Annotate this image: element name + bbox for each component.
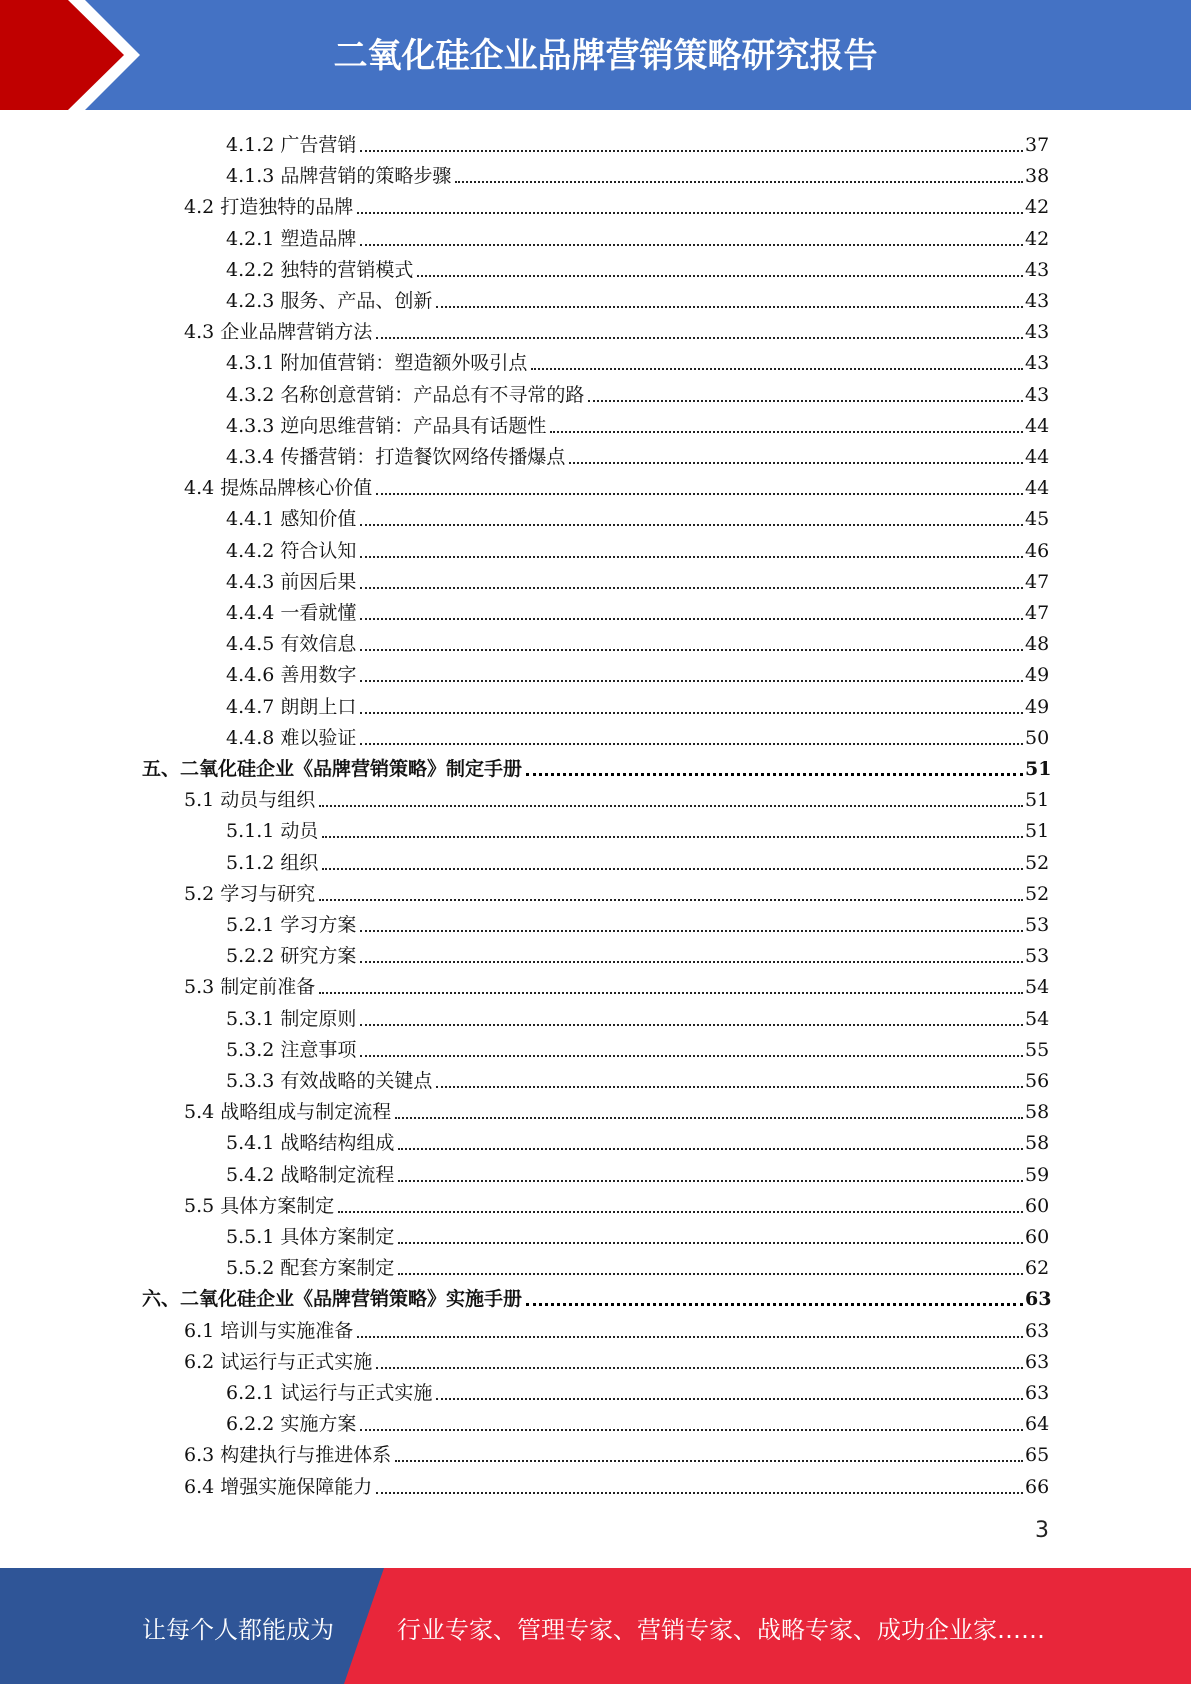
toc-entry-number: 5.1.2	[226, 851, 275, 874]
toc-entry-page: 47	[1025, 602, 1050, 624]
toc-entry-number: 4.1.2	[226, 134, 275, 156]
toc-entry-page: 54	[1025, 1007, 1050, 1030]
toc-entry[interactable]	[226, 252, 1050, 283]
toc-entry-page: 58	[1025, 1132, 1050, 1155]
toc-entry[interactable]	[226, 845, 1050, 876]
toc-entry-title: 制定原则	[280, 1007, 357, 1030]
toc-entry-page: 66	[1025, 1475, 1050, 1498]
toc-entry-page: 58	[1025, 1101, 1050, 1124]
toc-dot-leader	[376, 1367, 1023, 1369]
report-title: 二氧化硅企业品牌营销策略研究报告	[333, 36, 878, 76]
toc-dot-leader	[360, 1024, 1023, 1026]
toc-entry-page: 55	[1025, 1038, 1050, 1061]
toc-dot-leader	[319, 992, 1023, 994]
toc-entry-title: 广告营销	[280, 134, 357, 156]
toc-entry[interactable]	[226, 1219, 1050, 1250]
toc-entry[interactable]	[226, 1032, 1050, 1063]
toc-entry-page: 46	[1025, 539, 1050, 562]
toc-entry-title: 配套方案制定	[280, 1257, 395, 1280]
toc-entry-number: 4.4.4	[226, 602, 275, 624]
toc-entry-number: 4.4.5	[226, 633, 275, 656]
toc-entry-page: 63	[1025, 1382, 1050, 1404]
toc-entry-number: 4.4.7	[226, 695, 275, 718]
toc-entry-number: 5.3.1	[226, 1007, 275, 1030]
toc-dot-leader	[395, 1460, 1023, 1462]
toc-entry-title: 学习方案	[280, 914, 357, 936]
toc-entry[interactable]	[226, 345, 1050, 376]
toc-dot-leader	[360, 244, 1023, 246]
toc-entry[interactable]	[184, 1437, 1050, 1468]
toc-entry-page: 60	[1025, 1194, 1050, 1217]
toc-entry-number: 5.2	[184, 882, 215, 905]
toc-entry-page: 59	[1025, 1163, 1050, 1186]
toc-entry-number: 4.4.1	[226, 508, 275, 531]
toc-entry-page: 37	[1025, 134, 1050, 156]
toc-entry[interactable]	[226, 439, 1050, 470]
toc-entry-title: 符合认知	[280, 539, 357, 562]
toc-entry-page: 45	[1025, 508, 1050, 531]
toc-chapter-entry[interactable]	[142, 751, 1052, 782]
toc-entry-title: 学习与研究	[220, 882, 316, 905]
toc-entry-page: 51	[1025, 820, 1050, 843]
toc-entry-title: 独特的营销模式	[280, 258, 414, 281]
toc-entry-page: 44	[1025, 477, 1050, 500]
toc-entry-title: 战略制定流程	[280, 1163, 395, 1186]
toc-entry-number: 4.2	[184, 196, 215, 219]
toc-entry-number: 4.3.2	[226, 383, 275, 406]
toc-dot-leader	[360, 150, 1023, 152]
toc-dot-leader	[376, 493, 1023, 495]
toc-entry-title: 感知价值	[280, 508, 357, 531]
toc-entry[interactable]	[226, 283, 1050, 314]
toc-entry-number: 5.1.1	[226, 820, 275, 843]
toc-entry-title: 塑造品牌	[280, 227, 357, 250]
toc-dot-leader	[436, 1398, 1023, 1400]
toc-entry-title: 五、二氧化硅企业《品牌营销策略》制定手册	[142, 758, 523, 780]
toc-entry[interactable]	[226, 158, 1050, 189]
toc-dot-leader	[526, 773, 1023, 776]
toc-dot-leader	[360, 961, 1023, 963]
toc-chapter-entry[interactable]	[142, 1281, 1052, 1312]
toc-entry-number: 4.3.1	[226, 352, 275, 375]
toc-entry-number: 4.3.3	[226, 414, 275, 437]
toc-entry-title: 善用数字	[280, 664, 357, 687]
toc-entry[interactable]	[184, 1188, 1050, 1219]
toc-entry-title: 有效战略的关键点	[280, 1070, 433, 1092]
toc-entry-title: 企业品牌营销方法	[220, 321, 373, 344]
toc-entry-page: 63	[1025, 1319, 1050, 1342]
toc-dot-leader	[360, 1429, 1023, 1431]
toc-entry-title: 六、二氧化硅企业《品牌营销策略》实施手册	[142, 1288, 523, 1311]
toc-dot-leader	[531, 368, 1023, 370]
toc-entry-title: 附加值营销：塑造额外吸引点	[280, 352, 528, 375]
toc-entry[interactable]	[226, 127, 1050, 158]
toc-entry[interactable]	[226, 1375, 1050, 1406]
toc-dot-leader	[360, 524, 1023, 526]
toc-entry-title: 前因后果	[280, 570, 357, 593]
toc-entry-page: 52	[1025, 851, 1050, 874]
toc-dot-leader	[376, 1492, 1023, 1494]
toc-dot-leader	[360, 649, 1023, 651]
toc-entry-page: 43	[1025, 352, 1050, 375]
toc-dot-leader	[357, 212, 1023, 214]
toc-entry-number: 4.3	[184, 321, 215, 344]
toc-entry-title: 动员	[280, 820, 319, 843]
toc-dot-leader	[357, 1336, 1023, 1338]
page-header	[0, 0, 1191, 110]
toc-dot-leader	[322, 868, 1023, 870]
toc-entry-title: 逆向思维营销：产品具有话题性	[280, 414, 547, 437]
toc-entry-number: 4.2.1	[226, 227, 275, 250]
toc-entry[interactable]	[184, 1313, 1050, 1344]
toc-entry-title: 研究方案	[280, 945, 357, 968]
toc-entry[interactable]	[226, 595, 1050, 626]
toc-dot-leader	[319, 899, 1023, 901]
toc-entry-number: 4.4.3	[226, 570, 275, 593]
toc-entry-number: 4.4.8	[226, 726, 275, 749]
toc-entry-title: 培训与实施准备	[220, 1319, 354, 1342]
toc-entry[interactable]	[184, 314, 1050, 345]
toc-entry-number: 4.2.2	[226, 258, 275, 281]
toc-entry-page: 54	[1025, 976, 1050, 999]
toc-entry-number: 6.3	[184, 1444, 215, 1467]
toc-entry[interactable]	[226, 1001, 1050, 1032]
toc-dot-leader	[360, 743, 1023, 745]
toc-entry-number: 4.4	[184, 477, 215, 500]
toc-entry-number: 4.2.3	[226, 290, 275, 312]
footer-roles: 行业专家、管理专家、营销专家、战略专家、成功企业家……	[397, 1616, 1045, 1644]
toc-entry[interactable]	[226, 1406, 1050, 1437]
toc-entry-page: 44	[1025, 414, 1050, 437]
toc-entry-title: 注意事项	[280, 1038, 357, 1061]
toc-entry-number: 4.1.3	[226, 165, 275, 188]
toc-entry-title: 战略结构组成	[280, 1132, 395, 1155]
toc-entry-number: 5.4	[184, 1101, 215, 1124]
toc-entry[interactable]	[226, 564, 1050, 595]
toc-entry-number: 6.4	[184, 1475, 215, 1498]
toc-entry-title: 打造独特的品牌	[220, 196, 354, 219]
toc-dot-leader	[398, 1180, 1023, 1182]
toc-entry-number: 5.3.3	[226, 1070, 275, 1092]
toc-entry-number: 6.2	[184, 1350, 215, 1373]
toc-entry-page: 51	[1025, 758, 1052, 780]
toc-dot-leader	[322, 836, 1023, 838]
toc-entry-page: 56	[1025, 1070, 1050, 1092]
toc-entry-title: 名称创意营销：产品总有不寻常的路	[280, 383, 585, 406]
toc-entry-number: 5.5.2	[226, 1257, 275, 1280]
toc-entry[interactable]	[184, 470, 1050, 501]
toc-dot-leader	[398, 1148, 1023, 1150]
toc-entry-page: 43	[1025, 290, 1050, 312]
toc-dot-leader	[360, 930, 1023, 932]
toc-entry-page: 49	[1025, 695, 1050, 718]
toc-entry[interactable]	[226, 1157, 1050, 1188]
toc-dot-leader	[360, 680, 1023, 682]
page-footer	[0, 1568, 1191, 1684]
toc-entry[interactable]	[226, 1250, 1050, 1281]
toc-entry[interactable]	[184, 969, 1050, 1000]
toc-entry-title: 难以验证	[280, 726, 357, 749]
toc-entry-title: 组织	[280, 851, 319, 874]
toc-entry[interactable]	[226, 626, 1050, 657]
toc-entry-number: 5.3.2	[226, 1038, 275, 1061]
toc-entry[interactable]	[226, 408, 1050, 439]
toc-entry[interactable]	[226, 1063, 1050, 1094]
toc-entry-page: 43	[1025, 258, 1050, 281]
toc-entry-title: 战略组成与制定流程	[220, 1101, 392, 1124]
toc-entry-number: 4.3.4	[226, 446, 275, 468]
toc-entry-title: 动员与组织	[220, 789, 316, 812]
toc-entry-page: 42	[1025, 196, 1050, 219]
toc-entry-number: 5.4.1	[226, 1132, 275, 1155]
toc-dot-leader	[569, 462, 1023, 464]
toc-entry-number: 5.1	[184, 789, 215, 812]
toc-dot-leader	[526, 1303, 1023, 1306]
toc-entry[interactable]	[226, 657, 1050, 688]
toc-entry-page: 65	[1025, 1444, 1050, 1467]
toc-entry-page: 50	[1025, 726, 1050, 749]
toc-entry-page: 63	[1025, 1288, 1052, 1311]
toc-entry-number: 5.2.1	[226, 914, 275, 936]
toc-entry-number: 5.5.1	[226, 1226, 275, 1248]
toc-entry-number: 4.4.2	[226, 539, 275, 562]
toc-dot-leader	[588, 400, 1023, 402]
toc-dot-leader	[398, 1242, 1023, 1244]
toc-dot-leader	[376, 337, 1023, 339]
toc-dot-leader	[360, 587, 1023, 589]
toc-entry[interactable]	[226, 907, 1050, 938]
toc-entry[interactable]	[226, 1125, 1050, 1156]
toc-dot-leader	[360, 556, 1023, 558]
toc-entry[interactable]	[184, 782, 1050, 813]
toc-entry-title: 服务、产品、创新	[280, 290, 433, 312]
toc-entry-number: 6.2.1	[226, 1382, 275, 1404]
toc-entry-number: 5.5	[184, 1194, 215, 1217]
toc-entry-title: 具体方案制定	[280, 1226, 395, 1248]
toc-dot-leader	[360, 618, 1023, 620]
toc-entry-number: 6.1	[184, 1319, 215, 1342]
toc-entry[interactable]	[226, 377, 1050, 408]
toc-dot-leader	[338, 1211, 1023, 1213]
toc-entry-title: 试运行与正式实施	[280, 1382, 433, 1404]
toc-entry-title: 朗朗上口	[280, 695, 357, 718]
toc-entry-title: 一看就懂	[280, 602, 357, 624]
toc-entry-page: 64	[1025, 1413, 1050, 1436]
toc-dot-leader	[360, 712, 1023, 714]
toc-entry-number: 6.2.2	[226, 1413, 275, 1436]
toc-entry-number: 4.4.6	[226, 664, 275, 687]
toc-entry[interactable]	[184, 189, 1050, 220]
toc-entry-number: 5.3	[184, 976, 215, 999]
toc-entry-page: 62	[1025, 1257, 1050, 1280]
toc-entry-title: 试运行与正式实施	[220, 1350, 373, 1373]
toc-entry-title: 增强实施保障能力	[220, 1475, 373, 1498]
toc-entry[interactable]	[226, 221, 1050, 252]
toc-entry[interactable]	[226, 501, 1050, 532]
toc-entry-page: 63	[1025, 1350, 1050, 1373]
toc-entry[interactable]	[184, 1469, 1050, 1500]
toc-dot-leader	[455, 181, 1023, 183]
page-number: 3	[1035, 1518, 1049, 1543]
toc-entry[interactable]	[184, 1094, 1050, 1125]
toc-entry-page: 52	[1025, 882, 1050, 905]
toc-entry-page: 43	[1025, 321, 1050, 344]
toc-entry-title: 制定前准备	[220, 976, 316, 999]
toc-dot-leader	[395, 1117, 1023, 1119]
toc-entry-page: 42	[1025, 227, 1050, 250]
toc-entry-number: 5.2.2	[226, 945, 275, 968]
toc-entry-title: 实施方案	[280, 1413, 357, 1436]
toc-dot-leader	[436, 306, 1023, 308]
toc-entry[interactable]	[184, 1344, 1050, 1375]
toc-entry-page: 51	[1025, 789, 1050, 812]
toc-dot-leader	[360, 1055, 1023, 1057]
toc-entry-page: 48	[1025, 633, 1050, 656]
toc-entry[interactable]	[226, 533, 1050, 564]
toc-dot-leader	[319, 805, 1023, 807]
toc-entry-page: 43	[1025, 383, 1050, 406]
toc-entry[interactable]	[226, 813, 1050, 844]
footer-slogan: 让每个人都能成为	[142, 1616, 334, 1644]
toc-entry[interactable]	[184, 876, 1050, 907]
toc-entry-title: 具体方案制定	[220, 1194, 335, 1217]
toc-entry-title: 有效信息	[280, 633, 357, 656]
toc-dot-leader	[417, 275, 1023, 277]
toc-entry-page: 53	[1025, 914, 1050, 936]
toc-entry[interactable]	[226, 720, 1050, 751]
toc-dot-leader	[550, 431, 1023, 433]
toc-entry-title: 传播营销：打造餐饮网络传播爆点	[280, 446, 566, 468]
toc-entry-page: 44	[1025, 446, 1050, 468]
toc-entry-page: 60	[1025, 1226, 1050, 1248]
toc-entry-title: 提炼品牌核心价值	[220, 477, 373, 500]
toc-entry-page: 38	[1025, 165, 1050, 188]
toc-entry-page: 49	[1025, 664, 1050, 687]
toc-dot-leader	[398, 1273, 1023, 1275]
toc-entry-number: 5.4.2	[226, 1163, 275, 1186]
toc-entry[interactable]	[226, 938, 1050, 969]
toc-entry-page: 47	[1025, 570, 1050, 593]
toc-dot-leader	[436, 1086, 1023, 1088]
toc-entry-page: 53	[1025, 945, 1050, 968]
toc-entry-title: 品牌营销的策略步骤	[280, 165, 452, 188]
toc-entry-title: 构建执行与推进体系	[220, 1444, 392, 1467]
toc-entry[interactable]	[226, 689, 1050, 720]
